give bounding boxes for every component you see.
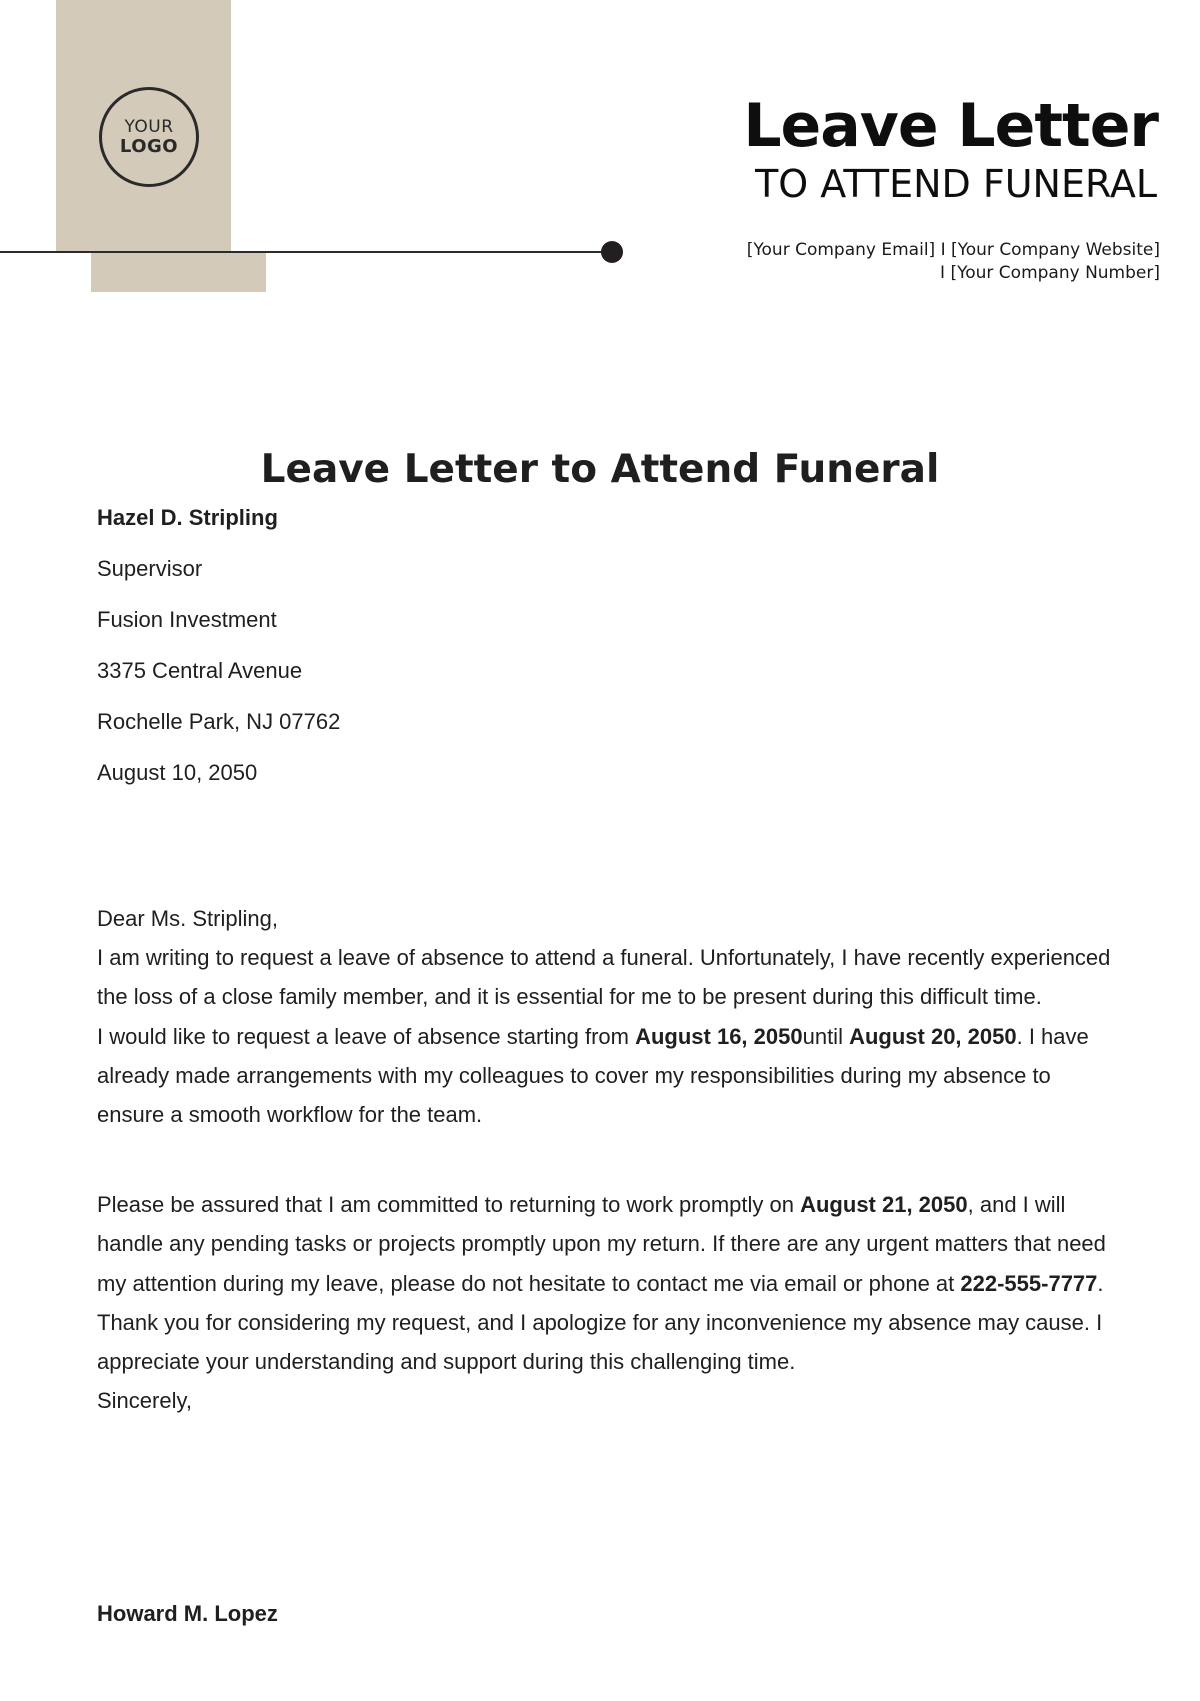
signature-name: Howard M. Lopez <box>97 1601 278 1626</box>
contact-phone: 222-555-7777 <box>960 1270 1098 1296</box>
header-divider-dot <box>601 241 623 263</box>
letter-body <box>97 899 1117 1420</box>
header-title: Leave Letter <box>743 91 1158 161</box>
contact-line-number: I [Your Company Number] <box>940 263 1160 283</box>
paragraph-3-text-c: . <box>1097 1270 1104 1296</box>
paragraph-3 <box>97 1185 1117 1303</box>
document-title: Leave Letter to Attend Funeral <box>260 447 940 492</box>
paragraph-1: I am writing to request a leave of absence to attend a funeral. Unfortunately, I have recently experienced the loss of a close family member, and it is essential for me to be present during this difficult time. <box>97 945 1111 1010</box>
leave-start-date: August 16, 2050 <box>635 1023 803 1049</box>
leave-end-date: August 20, 2050 <box>849 1023 1017 1049</box>
paragraph-2-text-b: until <box>802 1023 850 1049</box>
recipient-block <box>97 502 340 808</box>
paragraph-4: Thank you for considering my request, and I apologize for any inconvenience my absence may cause. I appreciate your understanding and support during this challenging time. <box>97 1309 1103 1375</box>
paragraph-3-text-b: , and I will handle any pending tasks or projects promptly upon my return. If there are any urgent matters that need my attention during my leave, please do not hesitate to contact me via email or phone at <box>97 1192 1106 1296</box>
recipient-name: Hazel D. Stripling <box>97 505 278 530</box>
header-accent-block-lower <box>91 252 266 292</box>
paragraph-spacer <box>97 1134 1117 1185</box>
header-subtitle: TO ATTEND FUNERAL <box>755 162 1157 206</box>
logo-text-top: YOUR <box>124 116 174 137</box>
paragraph-2-text-c: . I have already made arrangements with my colleagues to cover my responsibilities during my absence to ensure a smooth workflow for the team. <box>97 1023 1089 1128</box>
recipient-street: 3375 Central Avenue <box>97 658 303 683</box>
company-logo <box>99 87 199 187</box>
closing: Sincerely, <box>97 1388 192 1414</box>
company-contact-info <box>747 239 1160 285</box>
return-date: August 21, 2050 <box>800 1192 968 1218</box>
contact-line-email-website: [Your Company Email] I [Your Company Website] <box>746 240 1160 260</box>
paragraph-2-text-a: I would like to request a leave of absence starting from <box>97 1023 636 1049</box>
paragraph-2 <box>97 1017 1117 1135</box>
header-divider-line <box>0 251 611 253</box>
logo-text-bottom: LOGO <box>119 135 179 157</box>
paragraph-3-text-a: Please be assured that I am committed to returning to work promptly on <box>97 1192 801 1218</box>
recipient-position: Supervisor <box>97 556 203 581</box>
recipient-company: Fusion Investment <box>97 607 277 632</box>
salutation: Dear Ms. Stripling, <box>97 906 278 931</box>
letter-date: August 10, 2050 <box>97 760 258 785</box>
recipient-city: Rochelle Park, NJ 07762 <box>97 709 341 734</box>
